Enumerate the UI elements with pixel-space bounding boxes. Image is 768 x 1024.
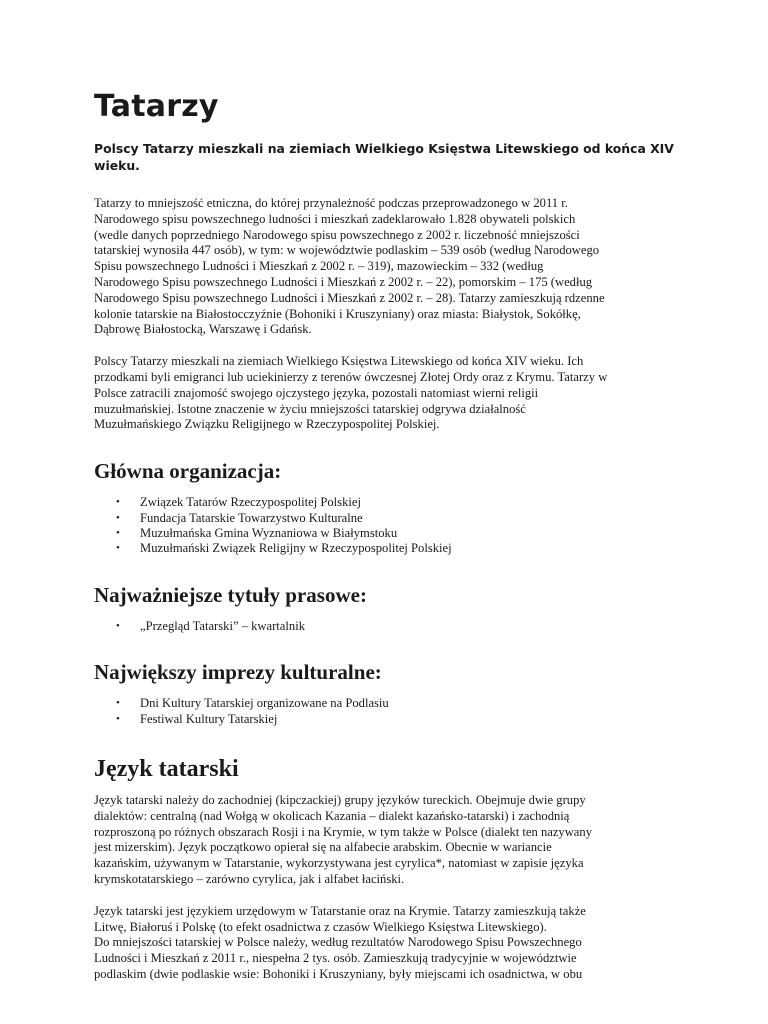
list-item-label: „Przegląd Tatarski” – kwartalnik bbox=[140, 618, 305, 633]
list-item bbox=[94, 526, 684, 541]
list-item bbox=[94, 495, 684, 510]
list-organizations bbox=[94, 495, 684, 557]
heading-cultural-events: Największy imprezy kulturalne: bbox=[94, 660, 382, 685]
heading-main-organization: Główna organizacja: bbox=[94, 459, 282, 484]
list-item-label: Muzułmańska Gmina Wyznaniowa w Białymstoku bbox=[140, 525, 398, 540]
bullet-icon: • bbox=[116, 496, 120, 509]
paragraph-history bbox=[94, 354, 684, 433]
list-item bbox=[94, 619, 684, 634]
list-item-label: Muzułmański Związek Religijny w Rzeczypospolitej Polskiej bbox=[140, 541, 452, 556]
list-events bbox=[94, 696, 684, 727]
bullet-icon: • bbox=[116, 526, 120, 539]
text-line: krymskotatarskiego – zarówno cyrylica, jak i alfabet łaciński. bbox=[94, 871, 405, 886]
text-line: kazańskim, używanym w Tatarstanie, wykorzystywana jest cyrylica*, natomiast w zapisie języka bbox=[94, 856, 584, 871]
paragraph-population bbox=[94, 196, 684, 338]
text-line: tatarskiej wynosiła 447 osób), w tym: w województwie podlaskim – 539 osób (według Narodowego bbox=[94, 243, 600, 258]
document-page bbox=[94, 88, 684, 999]
text-line: przodkami byli emigranci lub uciekinierzy z terenów ówczesnej Złotej Ordy oraz z Krymu. Tatarzy w bbox=[94, 369, 608, 384]
text-line: podlaskim (dwie podlaskie wsie: Bohoniki i Kruszyniany, były miejscami ich osadnictwa, w obu bbox=[94, 966, 583, 981]
heading-press-titles: Najważniejsze tytuły prasowe: bbox=[94, 582, 367, 607]
text-line: Język tatarski jest językiem urzędowym w Tatarstanie oraz na Krymie. Tatarzy zamieszkują także bbox=[94, 903, 586, 918]
text-line: Polscy Tatarzy mieszkali na ziemiach Wielkiego Księstwa Litewskiego od końca XIV wieku. Ich bbox=[94, 354, 584, 369]
bullet-icon: • bbox=[116, 712, 120, 725]
bullet-icon: • bbox=[116, 511, 120, 524]
text-line: muzułmańskiej. Istotne znaczenie w życiu mniejszości tatarskiej odgrywa działalność bbox=[94, 401, 526, 416]
text-line: Litwę, Białoruś i Polskę (to efekt osadnictwa z czasów Wielkiego Księstwa Litewskiego). bbox=[94, 919, 547, 934]
page-title: Tatarzy bbox=[94, 89, 219, 124]
text-line: Polsce zatracili znajomość swojego ojczystego języka, pozostali natomiast wierni religii bbox=[94, 385, 539, 400]
text-line: Muzułmańskiego Związku Religijnego w Rzeczypospolitej Polskiej. bbox=[94, 417, 440, 432]
list-item-label: Fundacja Tatarskie Towarzystwo Kulturalne bbox=[140, 510, 363, 525]
bullet-icon: • bbox=[116, 697, 120, 710]
text-line: jest mizerskim). Język początkowo opierał się na alfabecie arabskim. Obecnie w wariancie bbox=[94, 840, 552, 855]
text-line: kolonie tatarskie na Białostocczyźnie (Bohoniki i Kruszyniany) oraz miasta: Białystok, Sokółkę, bbox=[94, 306, 581, 321]
text-line: Do mniejszości tatarskiej w Polsce należy, według rezultatów Narodowego Spisu Powszechnego bbox=[94, 935, 582, 950]
list-item-label: Dni Kultury Tatarskiej organizowane na Podlasiu bbox=[140, 696, 389, 711]
text-line: Spisu powszechnego Ludności i Mieszkań z 2002 r. – 319), mazowieckim – 332 (według bbox=[94, 259, 544, 274]
text-line: dialektów: centralną (nad Wołgą w okolicach Kazania – dialekt kazańsko-tatarski) i zachodnią bbox=[94, 808, 570, 823]
text-line: Język tatarski należy do zachodniej (kipczackiej) grupy języków tureckich. Obejmuje dwie grupy bbox=[94, 793, 586, 807]
list-item-label: Festiwal Kultury Tatarskiej bbox=[140, 711, 278, 726]
text-line: Narodowego spisu powszechnego ludności i mieszkań zadeklarowało 1.828 obywateli polskich bbox=[94, 211, 576, 226]
list-item bbox=[94, 541, 684, 556]
text-line: rozproszoną po różnych obszarach Rosji i na Krymie, w tym także w Polsce (dialekt ten nazywany bbox=[94, 824, 592, 839]
list-item bbox=[94, 511, 684, 526]
text-line: Dąbrowę Białostocką, Warszawę i Gdańsk. bbox=[94, 322, 312, 337]
bullet-icon: • bbox=[116, 619, 120, 632]
paragraph-language-dialects bbox=[94, 793, 684, 888]
text-line: Ludności i Mieszkań z 2011 r., niespełna 2 tys. osób. Zamieszkują tradycyjnie w województwie bbox=[94, 951, 577, 966]
list-item bbox=[94, 696, 684, 711]
lead-paragraph: Polscy Tatarzy mieszkali na ziemiach Wielkiego Księstwa Litewskiego od końca XIV wieku. bbox=[94, 141, 674, 173]
text-line: (wedle danych poprzedniego Narodowego spisu powszechnego z 2002 r. liczebność mniejszości bbox=[94, 227, 580, 242]
bullet-icon: • bbox=[116, 542, 120, 555]
text-line: Narodowego Spisu powszechnego Ludności i Mieszkań z 2002 r. – 28). Tatarzy zamieszkują rdzenne bbox=[94, 290, 605, 305]
paragraph-language-official bbox=[94, 904, 684, 983]
heading-tatar-language: Język tatarski bbox=[94, 756, 239, 782]
text-line: Narodowego Spisu powszechnego Ludności i Mieszkań z 2002 r. – 22), pomorskim – 175 (według bbox=[94, 274, 593, 289]
list-press bbox=[94, 619, 684, 634]
list-item bbox=[94, 712, 684, 727]
text-line: Tatarzy to mniejszość etniczna, do której przynależność podczas przeprowadzonego w 2011 r. bbox=[94, 196, 568, 210]
list-item-label: Związek Tatarów Rzeczypospolitej Polskiej bbox=[140, 495, 361, 510]
